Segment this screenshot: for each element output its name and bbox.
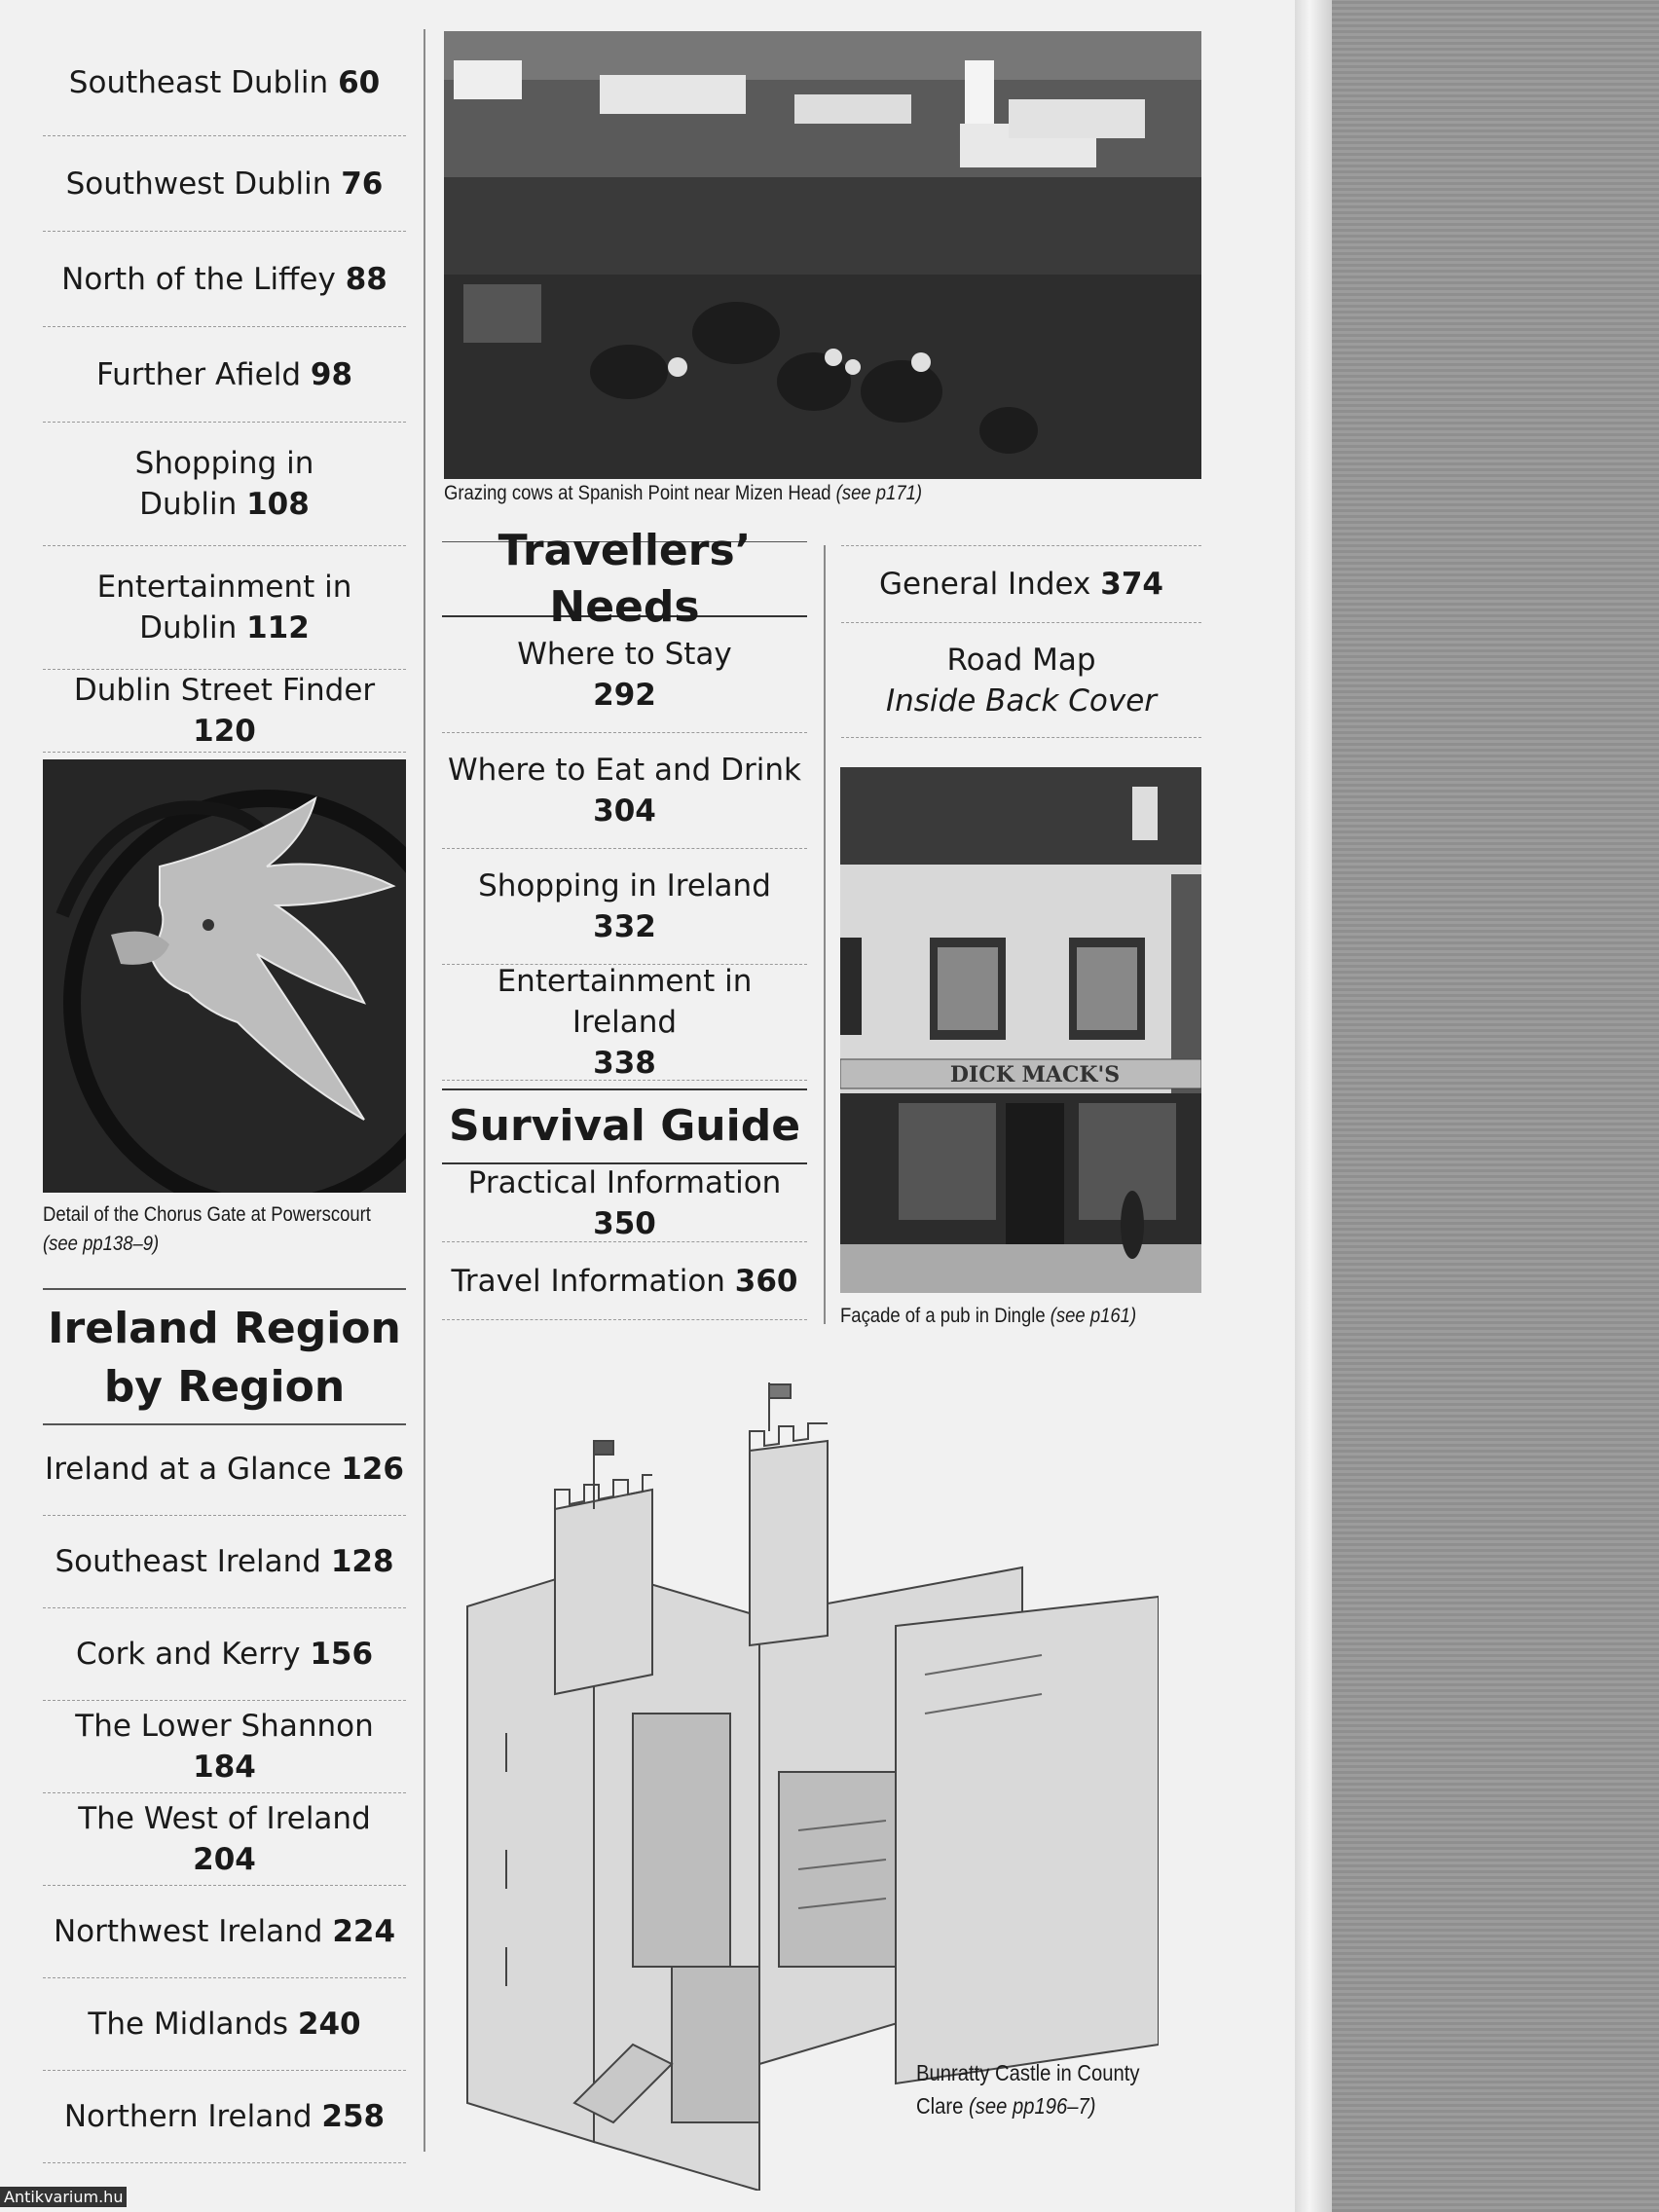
toc-entry-dublin <box>43 29 406 136</box>
road-map-entry <box>841 623 1201 738</box>
toc-entry-dublin-page: 98 <box>310 356 353 392</box>
toc-entry-region-page: 156 <box>310 1637 374 1672</box>
castle-caption-line1: Bunratty Castle in County <box>916 2060 1140 2085</box>
watermark: Antikvarium.hu <box>0 2187 127 2207</box>
toc-entry-travellers <box>442 965 807 1081</box>
road-map-location: Inside Back Cover <box>885 682 1158 719</box>
general-index-page: 374 <box>1100 567 1163 602</box>
toc-entry-dublin-page: 108 <box>246 487 310 522</box>
toc-entry-dublin-line1: Entertainment in <box>96 570 352 605</box>
toc-entry-region <box>43 2071 406 2163</box>
toc-entry-survival-label: Practical Information <box>467 1164 782 1200</box>
toc-entry-dublin <box>43 327 406 423</box>
toc-entry-region-label: Ireland at a Glance <box>45 1452 332 1487</box>
survival-guide-heading <box>442 1088 807 1164</box>
grazing-cows-caption-ref: (see p171) <box>835 482 923 504</box>
toc-entry-survival-line <box>442 1261 807 1302</box>
toc-entry-dublin-line2 <box>43 608 406 648</box>
toc-entry-region-page: 224 <box>332 1914 396 1949</box>
toc-entry-region-label: Northern Ireland <box>63 2099 313 2134</box>
toc-entry-region-page: 204 <box>193 1842 256 1877</box>
toc-entry-region-label: The Midlands <box>88 2007 289 2042</box>
toc-entry-dublin-line <box>43 62 406 103</box>
toc-entry-region-page: 184 <box>193 1750 256 1785</box>
toc-entry-region-line <box>43 1541 406 1582</box>
toc-entry-survival-label: Travel Information <box>451 1263 725 1299</box>
toc-entry-survival <box>442 1242 807 1320</box>
toc-entry-dublin-line <box>43 354 406 395</box>
survival-guide-title: Survival Guide <box>448 1101 801 1151</box>
toc-entry-dublin-line <box>43 164 406 204</box>
toc-entry-dublin-label: Further Afield <box>95 356 302 392</box>
toc-entry-region <box>43 1516 406 1608</box>
toc-entry-dublin <box>43 423 406 546</box>
toc-entry-dublin-page: 120 <box>193 714 256 749</box>
toc-entry-region <box>43 1978 406 2071</box>
grazing-cows-caption <box>444 479 958 508</box>
toc-entry-dublin <box>43 546 406 670</box>
region-divider-top <box>43 1288 406 1290</box>
toc-entry-dublin-page: 60 <box>338 64 381 100</box>
toc-entry-region-label: The West of Ireland <box>78 1801 371 1836</box>
castle-caption-line2 <box>916 2089 1173 2122</box>
road-map-label: Road Map <box>946 642 1096 678</box>
toc-entry-dublin <box>43 670 406 753</box>
toc-entry-region <box>43 1793 406 1886</box>
toc-entry-region-label: Cork and Kerry <box>75 1637 301 1672</box>
toc-entry-region-label: The Lower Shannon <box>75 1709 374 1744</box>
region-heading-line2: by Region <box>103 1362 346 1412</box>
pub-caption <box>840 1302 1200 1331</box>
toc-entry-travellers <box>442 849 807 965</box>
toc-entry-travellers <box>442 617 807 733</box>
grazing-cows-caption-text: Grazing cows at Spanish Point near Mizen Head <box>444 482 831 504</box>
column-rule-middle <box>824 545 826 1324</box>
travellers-needs-heading <box>442 525 807 632</box>
toc-entry-dublin-page: 88 <box>345 261 387 297</box>
pub-caption-ref: (see p161) <box>1050 1305 1137 1327</box>
toc-entry-region-page: 240 <box>297 2007 361 2042</box>
toc-entry-region-page: 126 <box>341 1452 404 1487</box>
toc-entry-travellers <box>442 733 807 849</box>
toc-entry-dublin-line <box>43 259 406 300</box>
toc-entry-survival-page: 360 <box>734 1263 798 1299</box>
toc-entry-region <box>43 1701 406 1793</box>
toc-entry-dublin-label: Southeast Dublin <box>68 64 329 100</box>
toc-entry-survival-line <box>442 1162 807 1244</box>
toc-entry-travellers-label: Entertainment in Ireland <box>497 964 753 1040</box>
toc-entry-dublin-label: Southwest Dublin <box>65 166 332 202</box>
toc-entry-region <box>43 1423 406 1516</box>
castle-caption-ref: (see pp196–7) <box>968 2093 1096 2119</box>
chorus-gate-caption-line1: Detail of the Chorus Gate at Powerscourt <box>43 1203 371 1226</box>
toc-entry-region-label: Southeast Ireland <box>55 1544 321 1579</box>
travellers-needs-title: Travellers’ Needs <box>498 525 752 632</box>
toc-entry-dublin-line2 <box>43 484 406 525</box>
toc-entry-region-page: 128 <box>330 1544 394 1579</box>
toc-entry-region-line <box>43 1634 406 1675</box>
general-index-entry <box>841 545 1201 623</box>
toc-entry-region <box>43 1886 406 1978</box>
grazing-cows-photo <box>444 31 1201 479</box>
toc-entry-dublin-label: Dublin <box>139 487 238 522</box>
toc-entry-dublin-line1: Shopping in <box>134 446 314 481</box>
toc-entry-dublin-page: 112 <box>246 610 310 645</box>
toc-entry-survival-page: 350 <box>593 1205 656 1241</box>
general-index-label: General Index <box>879 567 1091 602</box>
toc-entry-region-line <box>43 2096 406 2137</box>
toc-entry-dublin <box>43 232 406 327</box>
pub-caption-text: Façade of a pub in Dingle <box>840 1305 1046 1327</box>
toc-entry-region-line <box>43 1449 406 1490</box>
toc-entry-dublin-label: Dublin <box>139 610 238 645</box>
page-edge <box>1295 0 1332 2212</box>
toc-entry-region <box>43 1608 406 1701</box>
column-rule-left <box>424 29 425 2152</box>
castle-caption-text: Clare <box>916 2093 964 2119</box>
toc-entry-dublin-label: Dublin Street Finder <box>73 673 376 708</box>
toc-entry-survival <box>442 1164 807 1242</box>
toc-entry-travellers-label: Where to Eat and Drink <box>448 753 801 788</box>
toc-entry-travellers-page: 292 <box>593 678 656 713</box>
pub-facade-photo <box>840 767 1201 1293</box>
toc-entry-dublin-page: 76 <box>341 166 384 202</box>
background-surface <box>1332 0 1659 2212</box>
pub-sign-text: DICK MACK'S <box>949 1062 1121 1088</box>
castle-caption <box>916 2056 1173 2122</box>
toc-entry-region-line <box>43 1706 406 1788</box>
toc-entry-region-line <box>43 1798 406 1880</box>
toc-entry-travellers-page: 304 <box>593 793 656 829</box>
chorus-gate-photo <box>43 759 406 1193</box>
chorus-gate-caption-line2: (see pp138–9) <box>43 1233 160 1255</box>
toc-entry-region-line <box>43 2004 406 2045</box>
toc-entry-region-label: Northwest Ireland <box>53 1914 323 1949</box>
chorus-gate-caption <box>43 1200 403 1259</box>
region-heading <box>43 1300 406 1417</box>
toc-entry-travellers-label: Shopping in Ireland <box>478 868 771 903</box>
region-heading-line1: Ireland Region <box>48 1304 401 1353</box>
toc-entry-region-line <box>43 1911 406 1952</box>
toc-entry-dublin <box>43 136 406 232</box>
toc-entry-travellers-label: Where to Stay <box>517 637 732 672</box>
toc-entry-dublin-line <box>43 670 406 752</box>
toc-entry-region-page: 258 <box>321 2099 386 2134</box>
toc-entry-travellers-page: 338 <box>593 1046 656 1081</box>
toc-entry-travellers-page: 332 <box>593 909 656 944</box>
toc-entry-dublin-label: North of the Liffey <box>61 261 336 297</box>
